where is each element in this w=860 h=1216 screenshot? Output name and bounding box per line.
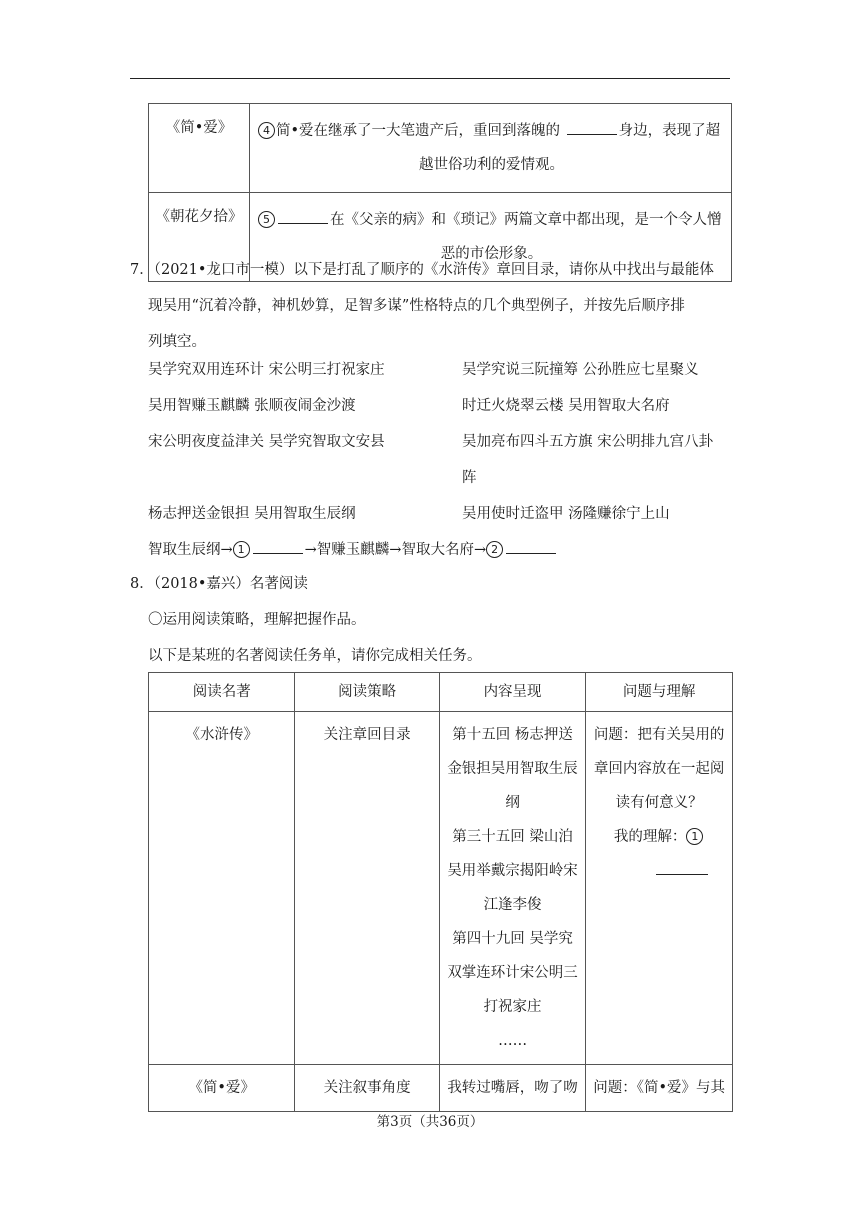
- column-header: 阅读策略: [295, 673, 439, 712]
- book-cell: 《朝花夕拾》: [149, 193, 250, 282]
- header-rule: [130, 78, 730, 79]
- answer-blank: [278, 207, 328, 224]
- answer-blank: [253, 537, 303, 554]
- table-row: [149, 104, 732, 193]
- table-header-row: [149, 673, 733, 712]
- content-cell: 4 简•爱在继承了一大笔遗产后，重回到落魄的 身边，表现了超 越世俗功利的爱情观。: [250, 104, 732, 193]
- book-cell: 《简•爱》: [149, 104, 250, 193]
- question-8: 8．（2018•嘉兴）名著阅读 〇运用阅读策略，理解把握作品。 以下是某班的名著阅读任务单，请你完成相关任务。: [130, 576, 482, 664]
- answer-blank: [506, 537, 556, 554]
- list-item: 杨志押送金银担 吴用智取生辰纲 吴用使时迁盗甲 汤隆赚徐宁上山: [148, 506, 670, 522]
- table-row: 《简•爱》 关注叙事角度 我转过嘴唇，吻了吻 问题：《简•爱》与其: [149, 1065, 733, 1112]
- chapter-list: [148, 352, 738, 568]
- list-item: 宋公明夜度益津关 吴学究智取文安县 吴加亮布四斗五方旗 宋公明排九宫八卦 阵: [148, 434, 714, 486]
- circled-number: 1: [233, 541, 250, 558]
- question-cell: 问题：把有关吴用的 章回内容放在一起阅 读有何意义？ 我的理解： 1: [586, 712, 732, 894]
- circled-number: 1: [686, 828, 703, 845]
- reading-task-table: [148, 672, 733, 1112]
- column-header: 问题与理解: [586, 673, 733, 712]
- circled-number: 4: [258, 122, 275, 139]
- answer-blank: [567, 118, 617, 135]
- column-header: 内容呈现: [439, 673, 585, 712]
- question-7: 7．（2021•龙口市一模）以下是打乱了顺序的《水浒传》章回目录，请你从中找出与最能体 现吴用“沉着冷静，神机妙算，足智多谋”性格特点的几个典型例子，并按先后顺序排 列填空。: [130, 262, 714, 350]
- list-item: 吴用智赚玉麒麟 张顺夜闹金沙渡 时迁火烧翠云楼 吴用智取大名府: [148, 398, 670, 414]
- content-cell: 5 在《父亲的病》和《琐记》两篇文章中都出现，是一个令人憎 恶的市侩形象。: [250, 193, 732, 282]
- table-row: 《水浒传》 关注章回目录 第十五回 杨志押送 金银担吴用智取生辰 纲 第三十五回 梁山泊 吴用举戴宗揭阳岭宋 江逢李俊 第四十九回 吴学究 双掌连环计宋公明三 打祝家庄 …… 问题：把有关吴用的 章回内容放在一起阅 读有何意义？ 我的理解： 1: [149, 712, 733, 1065]
- answer-blank: [656, 858, 708, 875]
- circled-number: 5: [258, 211, 275, 228]
- list-item: 吴学究双用连环计 宋公明三打祝家庄 吴学究说三阮撞筹 公孙胜应七星聚义: [148, 362, 699, 378]
- circled-number: 2: [486, 541, 503, 558]
- page-footer: 第3页（共36页）: [376, 1114, 484, 1130]
- content-list: 第十五回 杨志押送 金银担吴用智取生辰 纲 第三十五回 梁山泊 吴用举戴宗揭阳岭宋 江逢李俊 第四十九回 吴学究 双掌连环计宋公明三 打祝家庄 ……: [447, 727, 578, 1049]
- sequence-line: 智取生辰纲→ 1 →智赚玉麒麟→智取大名府→ 2: [148, 532, 738, 568]
- column-header: 阅读名著: [149, 673, 295, 712]
